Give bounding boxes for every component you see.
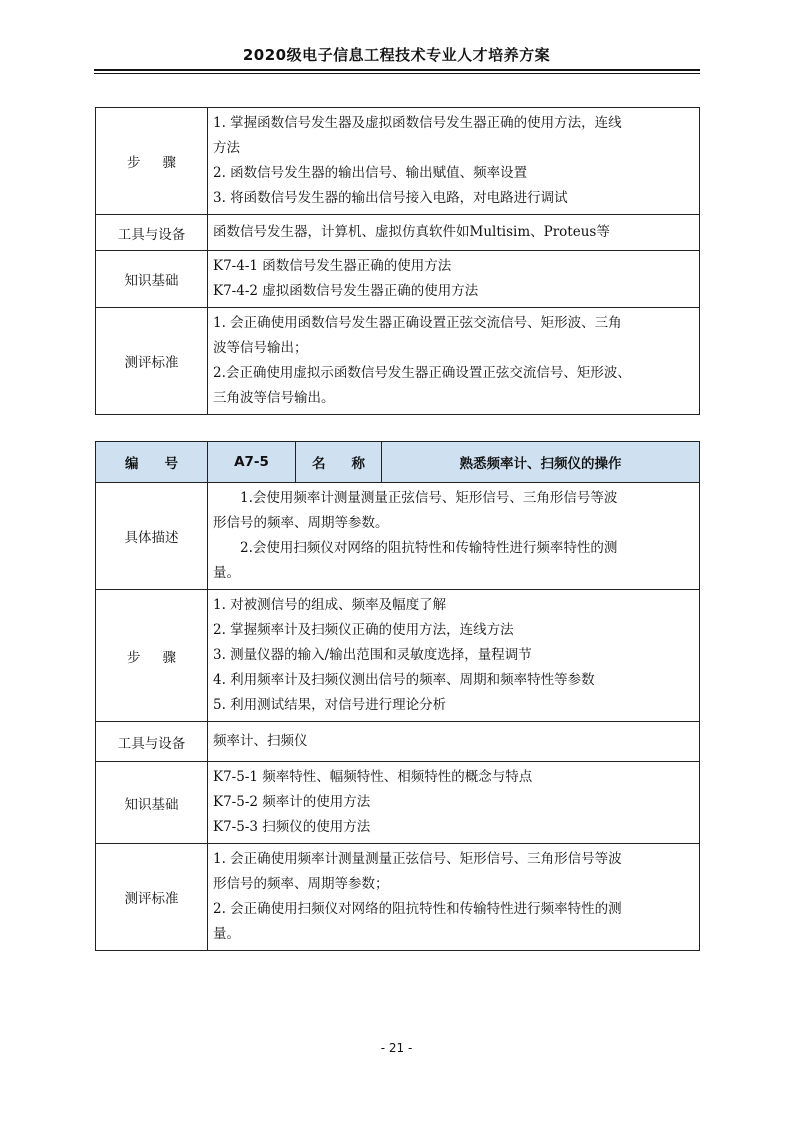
num-value: A7-5 [208, 442, 296, 483]
name-label: 名称 [296, 442, 382, 483]
header-rule-thin [94, 73, 700, 74]
knowledge-content: K7-4-1 函数信号发生器正确的使用方法 K7-4-2 虚拟函数信号发生器正确的使用方法 [208, 251, 700, 308]
header-rule [94, 69, 700, 71]
row-criteria [96, 844, 700, 951]
tools-content: 频率计、扫频仪 [208, 722, 700, 762]
page-number: - 21 - [380, 1041, 413, 1055]
row-tools [96, 722, 700, 762]
row-description [96, 483, 700, 590]
row-label: 工具与设备 [96, 722, 208, 762]
row-label: 知识基础 [96, 251, 208, 308]
row-label: 知识基础 [96, 762, 208, 844]
row-tools [96, 215, 700, 251]
row-steps [96, 590, 700, 722]
row-label: 步骤 [96, 108, 208, 215]
row-knowledge [96, 251, 700, 308]
row-steps [96, 108, 700, 215]
criteria-content: 1. 会正确使用函数信号发生器正确设置正弦交流信号、矩形波、三角 波等信号输出； 2.会正确使用虚拟示函数信号发生器正确设置正弦交流信号、矩形波、 三角波等信号输出。 [208, 308, 700, 415]
num-label: 编号 [96, 442, 208, 483]
row-knowledge [96, 762, 700, 844]
page-header-title: 2020级电子信息工程技术专业人才培养方案 [242, 46, 551, 64]
table-header-row [96, 442, 700, 483]
description-content: 1.会使用频率计测量测量正弦信号、矩形信号、三角形信号等波 形信号的频率、周期等参数。 2.会使用扫频仪对网络的阻抗特性和传输特性进行频率特性的测 量。 [208, 483, 700, 590]
name-value: 熟悉频率计、扫频仪的操作 [382, 442, 700, 483]
row-label: 测评标准 [96, 308, 208, 415]
training-table-a7-5 [95, 441, 700, 951]
row-label: 步骤 [96, 590, 208, 722]
row-criteria [96, 308, 700, 415]
row-label: 具体描述 [96, 483, 208, 590]
training-table-a7-4-continued [95, 107, 700, 415]
knowledge-content: K7-5-1 频率特性、幅频特性、相频特性的概念与特点 K7-5-2 频率计的使用方法 K7-5-3 扫频仪的使用方法 [208, 762, 700, 844]
row-label: 工具与设备 [96, 215, 208, 251]
row-label: 测评标准 [96, 844, 208, 951]
steps-content: 1. 掌握函数信号发生器及虚拟函数信号发生器正确的使用方法，连线 方法 2. 函数信号发生器的输出信号、输出赋值、频率设置 3. 将函数信号发生器的输出信号接入电路，对电路进行调试 [208, 108, 700, 215]
tools-content: 函数信号发生器，计算机、虚拟仿真软件如Multisim、Proteus等 [208, 215, 700, 251]
criteria-content: 1. 会正确使用频率计测量测量正弦信号、矩形信号、三角形信号等波 形信号的频率、周期等参数； 2. 会正确使用扫频仪对网络的阻抗特性和传输特性进行频率特性的测 量。 [208, 844, 700, 951]
steps-content: 1. 对被测信号的组成、频率及幅度了解 2. 掌握频率计及扫频仪正确的使用方法，连线方法 3. 测量仪器的输入/输出范围和灵敏度选择，量程调节 4. 利用频率计及扫频仪测出信号的频率、周期和频率特性等参数 5. 利用测试结果，对信号进行理论分析 [208, 590, 700, 722]
